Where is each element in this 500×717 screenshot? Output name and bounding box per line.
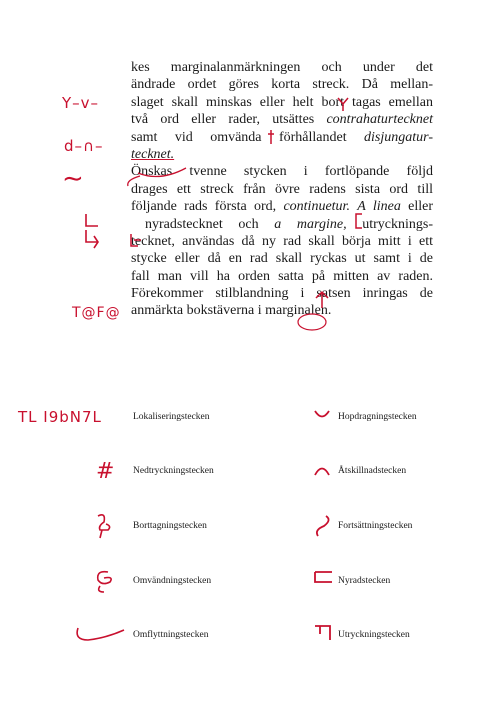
legend-label-hopdragning: Hopdragningstecken — [338, 412, 417, 422]
margin-mark-newline-icon — [80, 210, 110, 250]
legend-label-utryckning: Utryckningstecken — [338, 630, 410, 640]
margin-mark-1: Y–v– — [62, 94, 100, 112]
margin-mark-5: T@F@ — [72, 305, 121, 321]
nedtryckning-icon: # — [96, 459, 115, 484]
body-line-1: kes marginalanmärkningen och under det — [131, 60, 433, 75]
body-line-2: ändrade ordet göres korta streck. Då mellan- — [131, 77, 433, 93]
body-line-3: slaget skall minskas eller helt bort tagas emellan — [131, 94, 433, 110]
hopdragning-icon — [312, 406, 332, 426]
borttagning-icon — [90, 512, 120, 542]
omflyttning-icon — [72, 620, 132, 650]
body-line-14: Förekommer stilblandning i satsen inringas de — [131, 286, 433, 302]
body-line-5-text: samt vid omvända förhållandet — [131, 129, 347, 145]
italic-a-linea: A linea — [357, 199, 401, 215]
legend-label-lokalisering: Lokaliseringstecken — [133, 412, 210, 422]
body-line-11: tecknet, användas då ny rad skall börja mitt i ett — [131, 233, 433, 249]
fortsattning-icon — [306, 510, 336, 540]
legend-label-nyrad: Nyradstecken — [338, 576, 391, 586]
italic-contrahaturtecknet: contrahaturtecknet — [326, 112, 433, 128]
margin-mark-2: d–∩– — [64, 137, 104, 155]
body-line-8: drages ett streck från övre radens sista ord till — [131, 181, 433, 197]
legend-header-symbols: TL I9bN7L — [18, 408, 102, 426]
omvandning-icon — [90, 566, 120, 596]
body-line-9-text: följande rads första ord, — [131, 199, 277, 215]
nyrad-icon — [312, 568, 336, 588]
body-line-9-eller: eller — [408, 199, 434, 215]
margin-mark-3: ∼ — [62, 164, 84, 194]
italic-tecknet: tecknet. — [131, 146, 175, 162]
body-line-7: Önskas tvenne stycken i fortlöpande följd — [131, 164, 433, 180]
body-line-12: stycke eller då en rad skall ryckas ut samt i de — [131, 251, 433, 267]
legend-label-borttagning: Borttagningstecken — [133, 521, 207, 531]
italic-disjungatur: disjungatur- — [364, 129, 433, 145]
body-line-15: anmärkta bokstäverna i marginalen. — [131, 303, 332, 319]
legend-label-nedtryckning: Nedtryckningstecken — [133, 466, 214, 476]
italic-a-margine: a margine, — [274, 216, 347, 232]
legend-label-omvandning: Omvändningstecken — [133, 576, 212, 586]
body-line-10-end: utrycknings- — [362, 216, 433, 232]
legend-label-atskillnad: Åtskillnadstecken — [338, 466, 407, 476]
utryckning-icon — [312, 622, 336, 646]
body-line-10-text: nyradstecknet och — [145, 216, 259, 232]
italic-continuetur: continuetur. — [283, 199, 350, 215]
legend-label-omflyttning: Omflyttningstecken — [133, 630, 209, 640]
body-line-4-text: två ord eller rader, utsättes — [131, 112, 315, 128]
body-line-13: fall man vill ha orden satta på mitten av raden. — [131, 268, 433, 284]
atskillnad-icon — [312, 460, 332, 480]
legend-label-fortsattning: Fortsättningstecken — [338, 521, 413, 531]
